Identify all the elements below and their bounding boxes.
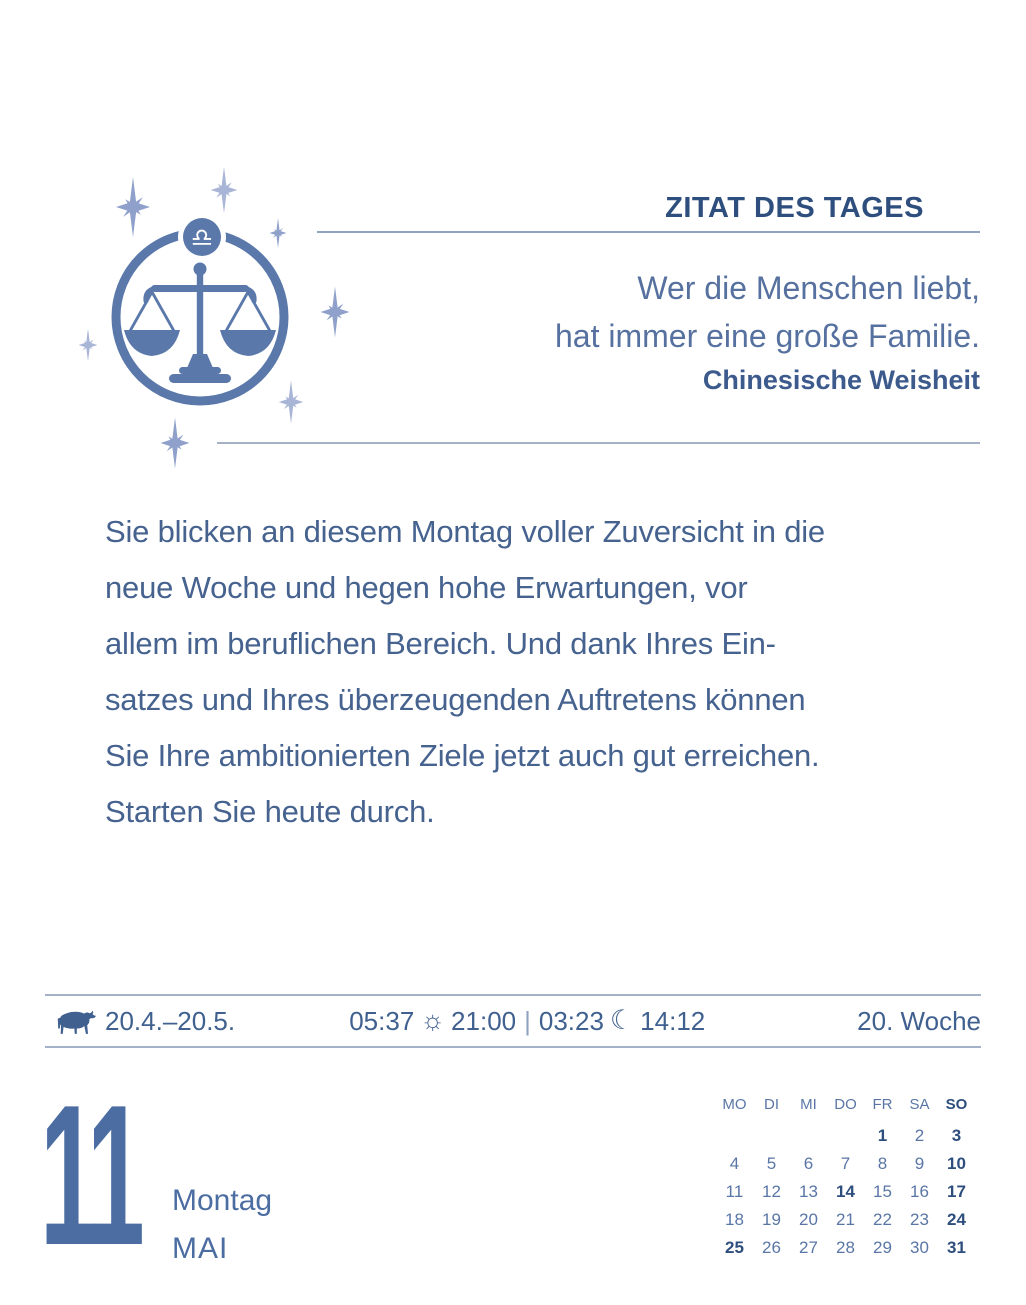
calendar-day: 18 [725,1210,744,1229]
calendar-day: 14 [836,1182,855,1201]
quote-lines [555,264,980,360]
calendar-day-header: SO [945,1096,968,1113]
calendar-day-header: MI [800,1096,817,1113]
sun-moon-times [349,996,705,1046]
horoscope-text [105,504,985,840]
libra-illustration [55,168,365,468]
calendar-day: 17 [947,1182,966,1201]
calendar-day: 15 [873,1182,892,1201]
calendar-day-header: MO [722,1096,747,1113]
week-number: 20. Woche [857,1005,981,1036]
quote-line: hat immer eine große Familie. [554,318,980,354]
calendar-day: 28 [836,1238,855,1257]
calendar-day: 25 [725,1238,744,1257]
calendar-day: 1 [877,1126,888,1145]
calendar-day [753,1122,790,1150]
star-icon [160,418,190,469]
zodiac-date-range: 20.4.–20.5. [105,1005,236,1036]
horoscope-line: satzes und Ihres überzeugenden Auftretens können [105,682,806,717]
star-icon [210,168,238,213]
mini-calendar-header [716,1092,975,1118]
calendar-day: 3 [951,1126,962,1145]
calendar-day-header: FR [872,1096,893,1113]
calendar-day: 6 [803,1154,814,1173]
calendar-day: 9 [914,1154,925,1173]
calendar-day-header: DI [764,1096,779,1113]
info-bar [45,996,981,1046]
divider-line [217,442,980,444]
zodiac-range-group [55,996,235,1046]
moon-icon: ☾ [609,1004,635,1035]
calendar-day: 23 [910,1210,929,1229]
libra-symbol-icon: ♎ [190,223,214,252]
moonset-time: 14:12 [640,1005,706,1036]
day-number: 11 [40,1064,140,1287]
moonrise-time: 03:23 [538,1005,604,1036]
sunrise-time: 05:37 [349,1005,415,1036]
horoscope-line: Starten Sie heute durch. [105,794,435,829]
calendar-day: 19 [762,1210,781,1229]
star-icon [115,177,150,237]
calendar-day: 24 [947,1210,966,1229]
calendar-day [790,1122,827,1150]
month-label: MAI [172,1232,229,1265]
divider-line [45,1046,981,1048]
taurus-icon [55,1007,97,1036]
calendar-day: 7 [840,1154,851,1173]
horoscope-line: neue Woche und hegen hohe Erwartungen, vor [105,570,748,605]
quote-heading: ZITAT DES TAGES [665,192,924,224]
horoscope-line: allem im beruflichen Bereich. Und dank Ihres Ein- [105,626,776,661]
calendar-day [716,1122,753,1150]
calendar-day: 5 [766,1154,777,1173]
calendar-day: 16 [910,1182,929,1201]
calendar-day: 31 [947,1238,966,1257]
weekday-label: Montag [172,1184,273,1217]
calendar-day: 30 [910,1238,929,1257]
calendar-day-header: DO [834,1096,857,1113]
calendar-day: 20 [799,1210,818,1229]
separator-bar: | [524,1005,531,1036]
calendar-day: 29 [873,1238,892,1257]
calendar-day: 26 [762,1238,781,1257]
star-icon [320,287,350,338]
star-icon [269,218,287,248]
sun-icon: ☼ [420,1004,446,1035]
calendar-day: 11 [725,1182,744,1201]
star-icon [278,380,303,423]
quote-line: Wer die Menschen liebt, [637,270,980,306]
scales-icon [124,263,276,384]
sunset-time: 21:00 [451,1005,517,1036]
calendar-day: 10 [947,1154,966,1173]
divider-line [317,231,980,233]
calendar-day: 12 [762,1182,781,1201]
mini-calendar-days [716,1122,975,1262]
calendar-day-header: SA [909,1096,930,1113]
calendar-day: 27 [799,1238,818,1257]
calendar-day [827,1122,864,1150]
calendar-day: 22 [873,1210,892,1229]
quote-attribution: Chinesische Weisheit [702,365,980,395]
horoscope-line: Sie blicken an diesem Montag voller Zuversicht in die [105,514,825,549]
calendar-day: 2 [914,1126,925,1145]
star-icon [78,329,97,362]
calendar-day: 21 [836,1210,855,1229]
horoscope-line: Sie Ihre ambitionierten Ziele jetzt auch gut erreichen. [105,738,820,773]
quote-block [555,264,980,400]
calendar-day: 4 [729,1154,740,1173]
calendar-day: 8 [877,1154,888,1173]
calendar-day: 13 [799,1182,818,1201]
